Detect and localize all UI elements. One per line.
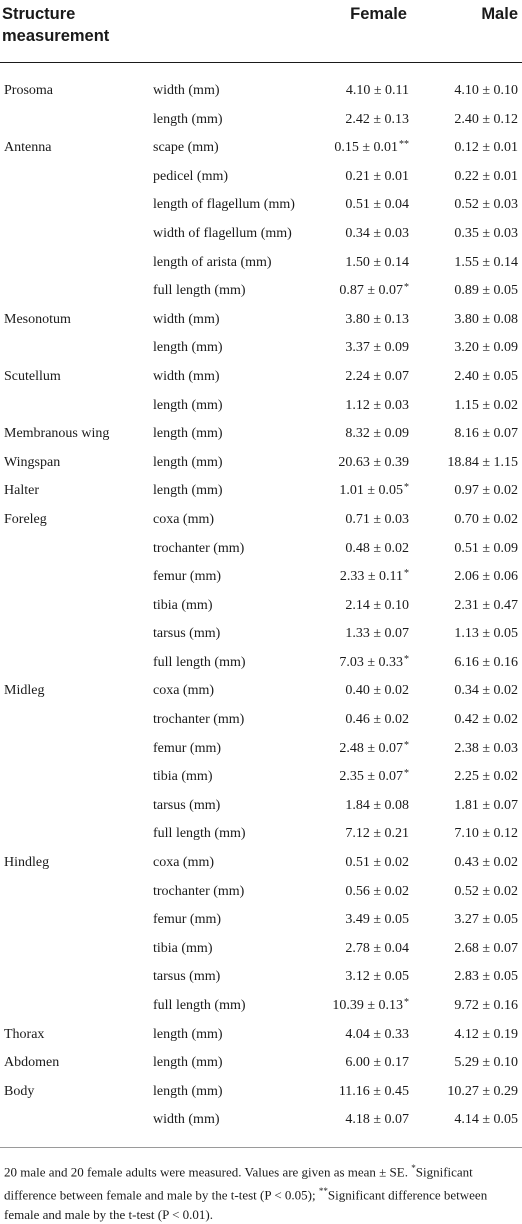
male-value-cell: 4.10 ± 0.10 (454, 83, 518, 98)
male-value-cell: 0.35 ± 0.03 (454, 225, 518, 241)
female-value: 2.35 ± 0.07 (339, 769, 403, 785)
female-value-cell (339, 735, 409, 765)
male-value-cell: 8.16 ± 0.07 (454, 426, 518, 442)
female-value-cell (339, 277, 409, 307)
male-value-cell: 2.68 ± 0.07 (454, 940, 518, 956)
measurement-cell: scape (mm) (153, 140, 219, 156)
female-value-cell (345, 392, 409, 421)
measurement-cell: femur (mm) (153, 740, 222, 756)
table-row (0, 592, 522, 621)
table-row (0, 1021, 522, 1050)
female-value: 11.16 ± 0.45 (338, 1083, 409, 1099)
female-value-cell (345, 963, 409, 992)
structure-cell: Antenna (4, 140, 52, 156)
table-row (0, 506, 522, 535)
table-row (0, 277, 522, 306)
footnote-text-3: Significant difference between female and male by the t-test (P < 0.01). (4, 1187, 488, 1222)
table-row (0, 935, 522, 964)
table-row (0, 191, 522, 220)
male-value-cell: 2.40 ± 0.05 (454, 368, 518, 384)
measurement-cell: length (mm) (153, 1026, 223, 1042)
female-value: 3.49 ± 0.05 (345, 912, 409, 928)
female-value-cell (345, 792, 409, 821)
structure-cell: Thorax (4, 1026, 45, 1042)
male-value-cell: 0.51 ± 0.09 (454, 540, 518, 556)
significance-mark: * (404, 568, 409, 580)
male-value-cell: 1.81 ± 0.07 (454, 797, 518, 813)
table-row (0, 620, 522, 649)
measurement-cell: width (mm) (153, 368, 220, 384)
male-value-cell: 9.72 ± 0.16 (454, 998, 518, 1013)
significance-mark: ** (399, 139, 409, 151)
male-value-cell: 5.29 ± 0.10 (454, 1055, 518, 1071)
footnote-text-1: 20 male and 20 female adults were measured. Values are given as mean ± SE. (4, 1164, 412, 1180)
male-value-cell: 6.16 ± 0.16 (454, 654, 518, 670)
header-structure-measurement: Structure measurement (2, 5, 110, 45)
measurement-cell: length (mm) (153, 340, 223, 356)
structure-cell: Mesonotum (4, 311, 71, 327)
male-value-cell: 2.40 ± 0.12 (454, 111, 518, 127)
male-value-cell: 2.38 ± 0.03 (454, 740, 518, 756)
female-value: 2.78 ± 0.04 (345, 940, 409, 956)
measurement-cell: femur (mm) (153, 912, 222, 928)
structure-cell: Prosoma (4, 83, 53, 98)
significance-mark: * (404, 282, 409, 294)
female-value: 1.33 ± 0.07 (345, 626, 409, 642)
measurement-cell: full length (mm) (153, 826, 246, 842)
female-value-cell (345, 592, 409, 621)
table-row (0, 306, 522, 335)
measurement-cell: length (mm) (153, 454, 223, 470)
male-value-cell: 0.22 ± 0.01 (454, 168, 518, 184)
table-row (0, 77, 522, 106)
male-value-cell: 0.43 ± 0.02 (454, 855, 518, 871)
table-row (0, 420, 522, 449)
female-value: 0.71 ± 0.03 (345, 511, 409, 527)
structure-cell: Foreleg (4, 511, 47, 527)
measurement-cell: width (mm) (153, 311, 220, 327)
measurement-cell: tarsus (mm) (153, 626, 221, 642)
table-row (0, 992, 522, 1021)
female-value: 0.34 ± 0.03 (345, 225, 409, 241)
female-value: 0.15 ± 0.01 (334, 140, 398, 156)
measurement-cell: width (mm) (153, 83, 220, 98)
table-row (0, 535, 522, 564)
table-row (0, 563, 522, 592)
measurement-cell: trochanter (mm) (153, 540, 245, 556)
female-value-cell (345, 820, 409, 849)
table-row (0, 677, 522, 706)
measurement-cell: trochanter (mm) (153, 883, 245, 899)
measurement-cell: full length (mm) (153, 283, 246, 299)
female-value-cell (339, 477, 409, 507)
measurement-cell: length (mm) (153, 111, 223, 127)
structure-cell: Abdomen (4, 1055, 60, 1071)
table-row (0, 392, 522, 421)
table-row (0, 1049, 522, 1078)
significance-mark: * (404, 739, 409, 751)
female-value-cell (345, 620, 409, 649)
male-value-cell: 3.27 ± 0.05 (454, 912, 518, 928)
measurement-cell: length (mm) (153, 1083, 223, 1099)
male-value-cell: 0.34 ± 0.02 (454, 683, 518, 699)
header-female: Female (350, 5, 407, 23)
female-value: 10.39 ± 0.13 (332, 998, 403, 1013)
female-value: 1.84 ± 0.08 (345, 797, 409, 813)
female-value-cell (345, 706, 409, 735)
measurement-cell: length (mm) (153, 1055, 223, 1071)
female-value-cell (345, 420, 409, 449)
measurement-cell: tarsus (mm) (153, 969, 221, 985)
female-value-cell (345, 849, 409, 878)
female-value-cell (332, 992, 409, 1022)
footnote-text-2: Significant difference between female and male by the t-test (P < 0.05); (4, 1164, 473, 1203)
male-value-cell: 4.12 ± 0.19 (454, 1026, 518, 1042)
female-value: 20.63 ± 0.39 (338, 454, 409, 470)
measurement-cell: femur (mm) (153, 569, 222, 585)
female-value: 2.14 ± 0.10 (345, 597, 409, 613)
table-row (0, 1078, 522, 1107)
female-value: 0.21 ± 0.01 (345, 168, 409, 184)
male-value-cell: 2.31 ± 0.47 (454, 597, 518, 613)
structure-cell: Membranous wing (4, 426, 110, 442)
male-value-cell: 0.97 ± 0.02 (454, 483, 518, 499)
footnote-mark-double: ** (318, 1185, 328, 1196)
table-row (0, 363, 522, 392)
table-row (0, 134, 522, 163)
female-value-cell (345, 249, 409, 278)
table-row (0, 820, 522, 849)
female-value-cell (346, 77, 409, 106)
measurement-cell: coxa (mm) (153, 511, 215, 527)
table-row (0, 220, 522, 249)
structure-cell: Midleg (4, 683, 45, 699)
female-value: 4.18 ± 0.07 (345, 1112, 409, 1128)
table-header (0, 0, 522, 62)
male-value-cell: 0.52 ± 0.03 (454, 197, 518, 213)
table-row (0, 735, 522, 764)
measurement-cell: width (mm) (153, 1112, 220, 1128)
header-male: Male (481, 5, 518, 23)
female-value-cell (345, 1106, 409, 1135)
female-value-cell (345, 106, 409, 135)
measurement-cell: trochanter (mm) (153, 712, 245, 728)
male-value-cell: 0.52 ± 0.02 (454, 883, 518, 899)
male-value-cell: 2.83 ± 0.05 (454, 969, 518, 985)
male-value-cell: 0.70 ± 0.02 (454, 511, 518, 527)
female-value-cell (345, 1021, 409, 1050)
female-value-cell (345, 220, 409, 249)
measurement-cell: tibia (mm) (153, 597, 213, 613)
male-value-cell: 10.27 ± 0.29 (447, 1083, 518, 1099)
table-row (0, 963, 522, 992)
female-value: 3.12 ± 0.05 (345, 969, 409, 985)
female-value: 0.51 ± 0.04 (345, 197, 409, 213)
female-value: 2.24 ± 0.07 (345, 368, 409, 384)
male-value-cell: 1.13 ± 0.05 (454, 626, 518, 642)
female-value-cell (345, 535, 409, 564)
table-row (0, 649, 522, 678)
significance-mark: * (404, 482, 409, 494)
female-value: 2.33 ± 0.11 (339, 569, 403, 585)
male-value-cell: 18.84 ± 1.15 (447, 454, 518, 470)
table-row (0, 477, 522, 506)
structure-cell: Scutellum (4, 368, 61, 384)
female-value-cell (345, 677, 409, 706)
female-value: 8.32 ± 0.09 (345, 426, 409, 442)
male-value-cell: 1.55 ± 0.14 (454, 254, 518, 270)
significance-mark: * (404, 997, 409, 1008)
table-row (0, 449, 522, 478)
male-value-cell: 4.14 ± 0.05 (454, 1112, 518, 1128)
female-value-cell (345, 334, 409, 363)
table-row (0, 106, 522, 135)
female-value-cell (339, 1078, 409, 1107)
female-value: 1.12 ± 0.03 (345, 397, 409, 413)
table-row (0, 706, 522, 735)
male-value-cell: 3.20 ± 0.09 (454, 340, 518, 356)
female-value-cell (345, 906, 409, 935)
female-value: 0.40 ± 0.02 (345, 683, 409, 699)
female-value-cell (338, 449, 409, 478)
measurement-cell: width of flagellum (mm) (153, 225, 292, 241)
female-value-cell (339, 763, 409, 793)
table-row (0, 1106, 522, 1135)
table-row (0, 249, 522, 278)
table-row (0, 878, 522, 907)
female-value-cell (340, 563, 409, 593)
significance-mark: * (404, 653, 409, 665)
female-value-cell (345, 878, 409, 907)
female-value: 3.37 ± 0.09 (345, 340, 409, 356)
measurement-cell: length of arista (mm) (153, 254, 272, 270)
measurement-cell: tarsus (mm) (153, 797, 221, 813)
female-value: 6.00 ± 0.17 (345, 1055, 409, 1071)
female-value-cell (334, 134, 409, 164)
measurement-cell: full length (mm) (153, 998, 246, 1013)
structure-cell: Hindleg (4, 855, 50, 871)
female-value: 0.56 ± 0.02 (345, 883, 409, 899)
table-row (0, 763, 522, 792)
male-value-cell: 0.42 ± 0.02 (454, 712, 518, 728)
female-value-cell (345, 363, 409, 392)
measurement-cell: coxa (mm) (153, 683, 215, 699)
female-value: 3.80 ± 0.13 (345, 311, 409, 327)
female-value: 4.04 ± 0.33 (345, 1026, 409, 1042)
male-value-cell: 2.25 ± 0.02 (454, 769, 518, 785)
structure-cell: Body (4, 1083, 35, 1099)
male-value-cell: 0.89 ± 0.05 (454, 283, 518, 299)
male-value-cell: 7.10 ± 0.12 (454, 826, 518, 842)
female-value-cell (345, 191, 409, 220)
male-value-cell: 2.06 ± 0.06 (454, 569, 518, 585)
female-value: 2.42 ± 0.13 (345, 111, 409, 127)
female-value-cell (345, 935, 409, 964)
female-value-cell (345, 1049, 409, 1078)
female-value-cell (345, 163, 409, 192)
female-value: 0.48 ± 0.02 (345, 540, 409, 556)
measurement-cell: coxa (mm) (153, 855, 215, 871)
female-value: 7.03 ± 0.33 (339, 654, 403, 670)
measurement-cell: length of flagellum (mm) (153, 197, 295, 213)
female-value: 2.48 ± 0.07 (339, 740, 403, 756)
structure-cell: Halter (4, 483, 39, 499)
structure-cell: Wingspan (4, 454, 61, 470)
table-row (0, 849, 522, 878)
female-value: 1.50 ± 0.14 (345, 254, 409, 270)
female-value-cell (345, 506, 409, 535)
male-value-cell: 3.80 ± 0.08 (454, 311, 518, 327)
female-value: 4.10 ± 0.11 (345, 83, 409, 98)
table-body (0, 63, 522, 1135)
female-value-cell (339, 649, 409, 679)
female-value: 0.46 ± 0.02 (345, 712, 409, 728)
measurement-cell: length (mm) (153, 426, 223, 442)
female-value: 0.51 ± 0.02 (345, 855, 409, 871)
table-row (0, 163, 522, 192)
significance-mark: * (404, 768, 409, 780)
measurement-cell: tibia (mm) (153, 940, 213, 956)
female-value: 0.87 ± 0.07 (339, 283, 403, 299)
measurement-cell: full length (mm) (153, 654, 246, 670)
table-row (0, 906, 522, 935)
measurement-cell: length (mm) (153, 397, 223, 413)
male-value-cell: 1.15 ± 0.02 (454, 397, 518, 413)
female-value: 1.01 ± 0.05 (339, 483, 403, 499)
table-row (0, 792, 522, 821)
measurement-cell: length (mm) (153, 483, 223, 499)
measurement-cell: tibia (mm) (153, 769, 213, 785)
footnote-mark-single: * (411, 1162, 416, 1173)
table-row (0, 334, 522, 363)
measurement-cell: pedicel (mm) (153, 168, 229, 184)
female-value: 7.12 ± 0.21 (345, 826, 409, 842)
female-value-cell (345, 306, 409, 335)
male-value-cell: 0.12 ± 0.01 (454, 140, 518, 156)
